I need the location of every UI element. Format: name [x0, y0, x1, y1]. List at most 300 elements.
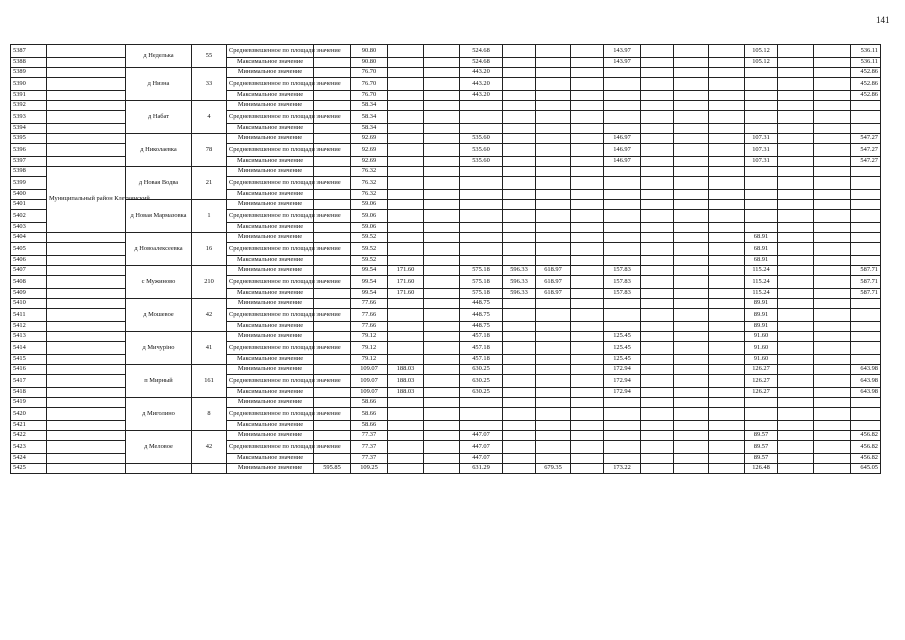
value-cell	[778, 45, 814, 58]
value-cell	[536, 190, 571, 200]
value-cell	[503, 256, 536, 266]
value-cell	[571, 342, 604, 355]
value-cell	[388, 332, 424, 342]
value-cell	[503, 210, 536, 223]
value-cell	[641, 276, 674, 289]
value-cell	[424, 111, 460, 124]
value-cell	[709, 365, 745, 375]
value-cell	[571, 398, 604, 408]
value-cell: 109.07	[351, 365, 388, 375]
municipality-cell	[47, 309, 126, 322]
value-cell	[709, 68, 745, 78]
value-cell: 448.75	[460, 299, 503, 309]
value-cell: 59.06	[351, 223, 388, 233]
value-cell	[604, 101, 641, 111]
value-cell	[424, 233, 460, 243]
value-cell	[709, 144, 745, 157]
population: 33	[192, 68, 227, 101]
metric-label: Средневзвешенное по площади значение	[227, 441, 314, 454]
value-cell	[778, 309, 814, 322]
value-cell	[778, 355, 814, 365]
value-cell: 524.68	[460, 45, 503, 58]
value-cell	[641, 124, 674, 134]
value-cell	[503, 441, 536, 454]
value-cell	[571, 68, 604, 78]
municipality-cell	[47, 157, 126, 167]
value-cell	[536, 111, 571, 124]
row-number: 5404	[11, 233, 47, 243]
value-cell	[778, 144, 814, 157]
value-cell	[388, 342, 424, 355]
value-cell	[674, 309, 709, 322]
value-cell	[536, 78, 571, 91]
value-cell	[814, 431, 851, 441]
value-cell	[503, 223, 536, 233]
value-cell	[745, 91, 778, 101]
value-cell: 535.60	[460, 144, 503, 157]
value-cell	[388, 454, 424, 464]
value-cell	[709, 441, 745, 454]
table-row	[11, 431, 881, 441]
value-cell	[460, 243, 503, 256]
value-cell	[851, 124, 881, 134]
value-cell	[641, 299, 674, 309]
value-cell	[388, 243, 424, 256]
metric-label: Средневзвешенное по площади значение	[227, 375, 314, 388]
value-cell: 125.45	[604, 332, 641, 342]
value-cell	[604, 398, 641, 408]
value-cell	[460, 167, 503, 177]
value-cell	[314, 322, 351, 332]
value-cell	[709, 398, 745, 408]
value-cell	[641, 431, 674, 441]
metric-label: Максимальное значение	[227, 355, 314, 365]
value-cell	[503, 101, 536, 111]
value-cell	[503, 299, 536, 309]
value-cell	[314, 68, 351, 78]
value-cell	[424, 431, 460, 441]
value-cell	[536, 322, 571, 332]
value-cell	[388, 431, 424, 441]
value-cell	[641, 167, 674, 177]
value-cell	[314, 299, 351, 309]
value-cell	[745, 421, 778, 431]
municipality-cell	[47, 299, 126, 309]
value-cell	[424, 454, 460, 464]
value-cell: 535.60	[460, 134, 503, 144]
metric-label: Средневзвешенное по площади значение	[227, 276, 314, 289]
value-cell	[424, 289, 460, 299]
value-cell	[814, 190, 851, 200]
value-cell	[536, 332, 571, 342]
value-cell: 618.97	[536, 266, 571, 276]
population: 42	[192, 299, 227, 332]
value-cell	[674, 223, 709, 233]
value-cell	[814, 157, 851, 167]
value-cell	[503, 375, 536, 388]
row-number: 5425	[11, 464, 47, 474]
value-cell	[778, 190, 814, 200]
value-cell	[814, 200, 851, 210]
value-cell	[388, 233, 424, 243]
value-cell	[641, 134, 674, 144]
value-cell	[814, 408, 851, 421]
value-cell	[424, 464, 460, 474]
value-cell	[388, 200, 424, 210]
value-cell	[851, 233, 881, 243]
value-cell	[641, 375, 674, 388]
value-cell: 157.83	[604, 276, 641, 289]
value-cell	[851, 332, 881, 342]
value-cell	[674, 289, 709, 299]
value-cell	[571, 157, 604, 167]
value-cell: 146.97	[604, 134, 641, 144]
value-cell: 126.48	[745, 464, 778, 474]
value-cell	[709, 58, 745, 68]
value-cell: 547.27	[851, 157, 881, 167]
value-cell	[571, 233, 604, 243]
value-cell	[460, 421, 503, 431]
value-cell	[314, 157, 351, 167]
value-cell	[641, 144, 674, 157]
value-cell	[674, 398, 709, 408]
value-cell	[778, 342, 814, 355]
metric-label: Максимальное значение	[227, 91, 314, 101]
value-cell	[314, 289, 351, 299]
value-cell	[778, 464, 814, 474]
municipality-cell	[47, 289, 126, 299]
municipality-cell	[47, 45, 126, 58]
value-cell	[314, 167, 351, 177]
value-cell	[424, 167, 460, 177]
value-cell	[424, 101, 460, 111]
value-cell	[641, 388, 674, 398]
metric-label: Средневзвешенное по площади значение	[227, 243, 314, 256]
value-cell	[388, 441, 424, 454]
tariff-table	[10, 44, 881, 474]
value-cell	[503, 309, 536, 322]
value-cell	[851, 299, 881, 309]
value-cell	[604, 431, 641, 441]
value-cell	[814, 388, 851, 398]
value-cell	[604, 454, 641, 464]
value-cell	[709, 266, 745, 276]
value-cell	[778, 421, 814, 431]
value-cell: 126.27	[745, 365, 778, 375]
value-cell	[851, 421, 881, 431]
table-row	[11, 365, 881, 375]
value-cell: 618.97	[536, 276, 571, 289]
metric-label: Максимальное значение	[227, 157, 314, 167]
value-cell: 643.98	[851, 375, 881, 388]
metric-label: Минимальное значение	[227, 431, 314, 441]
municipality-cell	[47, 243, 126, 256]
value-cell	[641, 365, 674, 375]
value-cell	[778, 266, 814, 276]
municipality-cell	[47, 276, 126, 289]
row-number: 5406	[11, 256, 47, 266]
municipality-cell	[47, 355, 126, 365]
row-number: 5419	[11, 398, 47, 408]
row-number: 5412	[11, 322, 47, 332]
value-cell	[674, 190, 709, 200]
value-cell	[745, 210, 778, 223]
row-number: 5408	[11, 276, 47, 289]
value-cell	[674, 124, 709, 134]
value-cell: 679.35	[536, 464, 571, 474]
value-cell	[674, 157, 709, 167]
value-cell	[709, 167, 745, 177]
value-cell	[424, 144, 460, 157]
metric-label: Средневзвешенное по площади значение	[227, 111, 314, 124]
value-cell	[641, 78, 674, 91]
value-cell: 188.03	[388, 375, 424, 388]
value-cell	[314, 421, 351, 431]
value-cell	[571, 177, 604, 190]
value-cell: 77.66	[351, 322, 388, 332]
value-cell: 76.32	[351, 177, 388, 190]
value-cell	[460, 124, 503, 134]
value-cell	[641, 157, 674, 167]
value-cell	[424, 177, 460, 190]
value-cell: 59.06	[351, 200, 388, 210]
value-cell	[503, 157, 536, 167]
value-cell	[709, 355, 745, 365]
value-cell	[571, 454, 604, 464]
value-cell: 107.31	[745, 144, 778, 157]
value-cell	[424, 441, 460, 454]
value-cell	[674, 365, 709, 375]
value-cell	[778, 441, 814, 454]
population: 41	[192, 332, 227, 365]
value-cell	[388, 124, 424, 134]
value-cell: 58.34	[351, 111, 388, 124]
value-cell	[745, 190, 778, 200]
row-number: 5403	[11, 223, 47, 233]
value-cell: 76.70	[351, 91, 388, 101]
value-cell	[314, 124, 351, 134]
value-cell: 456.82	[851, 441, 881, 454]
value-cell	[641, 441, 674, 454]
value-cell: 59.06	[351, 210, 388, 223]
value-cell	[536, 223, 571, 233]
value-cell	[460, 177, 503, 190]
metric-label: Минимальное значение	[227, 200, 314, 210]
value-cell: 76.70	[351, 78, 388, 91]
metric-label: Максимальное значение	[227, 421, 314, 431]
value-cell	[851, 243, 881, 256]
value-cell	[388, 421, 424, 431]
value-cell: 173.22	[604, 464, 641, 474]
value-cell	[641, 332, 674, 342]
value-cell	[709, 223, 745, 233]
row-number: 5395	[11, 134, 47, 144]
value-cell	[674, 134, 709, 144]
municipality-name: Муниципальный район Клетнянский	[47, 167, 126, 233]
value-cell	[641, 210, 674, 223]
value-cell	[424, 190, 460, 200]
municipality-cell	[47, 91, 126, 101]
value-cell: 172.94	[604, 388, 641, 398]
value-cell: 587.71	[851, 289, 881, 299]
value-cell	[641, 421, 674, 431]
value-cell	[778, 111, 814, 124]
value-cell	[388, 111, 424, 124]
row-number: 5388	[11, 58, 47, 68]
value-cell	[674, 45, 709, 58]
value-cell	[641, 355, 674, 365]
value-cell: 443.20	[460, 68, 503, 78]
value-cell	[424, 266, 460, 276]
municipality-cell	[47, 421, 126, 431]
value-cell	[503, 398, 536, 408]
value-cell: 68.91	[745, 256, 778, 266]
value-cell	[709, 45, 745, 58]
value-cell: 172.94	[604, 375, 641, 388]
value-cell: 443.20	[460, 91, 503, 101]
value-cell	[814, 332, 851, 342]
value-cell	[571, 243, 604, 256]
value-cell	[851, 200, 881, 210]
value-cell	[571, 299, 604, 309]
metric-label: Минимальное значение	[227, 266, 314, 276]
value-cell	[503, 68, 536, 78]
metric-label: Максимальное значение	[227, 388, 314, 398]
value-cell	[424, 365, 460, 375]
municipality-cell	[47, 464, 126, 474]
value-cell	[745, 124, 778, 134]
municipality-cell	[47, 144, 126, 157]
value-cell	[314, 431, 351, 441]
value-cell: 630.25	[460, 375, 503, 388]
value-cell	[851, 398, 881, 408]
value-cell	[851, 190, 881, 200]
row-number: 5398	[11, 167, 47, 177]
value-cell	[314, 223, 351, 233]
value-cell	[536, 68, 571, 78]
value-cell	[674, 78, 709, 91]
value-cell: 536.11	[851, 58, 881, 68]
value-cell	[851, 322, 881, 332]
value-cell	[709, 289, 745, 299]
value-cell	[424, 157, 460, 167]
metric-label: Максимальное значение	[227, 190, 314, 200]
value-cell	[778, 299, 814, 309]
value-cell	[709, 157, 745, 167]
value-cell	[536, 309, 571, 322]
value-cell: 77.66	[351, 309, 388, 322]
value-cell	[604, 421, 641, 431]
value-cell	[814, 276, 851, 289]
value-cell: 115.24	[745, 266, 778, 276]
value-cell	[814, 111, 851, 124]
value-cell	[814, 454, 851, 464]
municipality-cell	[47, 58, 126, 68]
value-cell	[641, 58, 674, 68]
value-cell	[424, 200, 460, 210]
municipality-cell	[47, 388, 126, 398]
value-cell	[674, 58, 709, 68]
value-cell	[604, 190, 641, 200]
value-cell	[814, 243, 851, 256]
value-cell	[571, 58, 604, 68]
value-cell: 90.80	[351, 45, 388, 58]
value-cell: 89.91	[745, 322, 778, 332]
value-cell	[424, 124, 460, 134]
value-cell: 77.37	[351, 441, 388, 454]
settlement-name: д Неделька	[126, 45, 192, 68]
value-cell	[536, 398, 571, 408]
value-cell	[814, 289, 851, 299]
value-cell	[536, 355, 571, 365]
row-number: 5414	[11, 342, 47, 355]
value-cell	[571, 134, 604, 144]
value-cell	[674, 441, 709, 454]
value-cell: 448.75	[460, 322, 503, 332]
value-cell	[814, 177, 851, 190]
value-cell	[674, 256, 709, 266]
value-cell	[503, 243, 536, 256]
value-cell	[674, 167, 709, 177]
value-cell	[388, 134, 424, 144]
municipality-cell	[47, 78, 126, 91]
municipality-cell	[47, 68, 126, 78]
value-cell: 447.07	[460, 431, 503, 441]
value-cell	[536, 91, 571, 101]
value-cell	[571, 78, 604, 91]
value-cell	[536, 342, 571, 355]
value-cell	[571, 190, 604, 200]
value-cell	[745, 101, 778, 111]
value-cell	[814, 101, 851, 111]
value-cell	[314, 256, 351, 266]
value-cell	[778, 454, 814, 464]
row-number: 5399	[11, 177, 47, 190]
row-number: 5397	[11, 157, 47, 167]
value-cell	[604, 309, 641, 322]
value-cell	[571, 124, 604, 134]
value-cell: 457.18	[460, 342, 503, 355]
value-cell: 595.85	[314, 464, 351, 474]
value-cell	[709, 342, 745, 355]
value-cell	[503, 388, 536, 398]
value-cell	[536, 124, 571, 134]
value-cell	[814, 256, 851, 266]
value-cell	[314, 355, 351, 365]
value-cell: 536.11	[851, 45, 881, 58]
value-cell: 105.12	[745, 45, 778, 58]
value-cell	[604, 233, 641, 243]
value-cell	[814, 78, 851, 91]
value-cell	[778, 289, 814, 299]
value-cell: 157.83	[604, 289, 641, 299]
value-cell	[503, 167, 536, 177]
value-cell	[536, 441, 571, 454]
value-cell: 99.54	[351, 289, 388, 299]
value-cell	[778, 58, 814, 68]
value-cell	[745, 200, 778, 210]
value-cell	[571, 322, 604, 332]
settlement-name: д Новая Водва	[126, 167, 192, 200]
value-cell	[604, 177, 641, 190]
value-cell	[674, 266, 709, 276]
value-cell	[674, 276, 709, 289]
value-cell: 115.24	[745, 276, 778, 289]
value-cell: 643.98	[851, 365, 881, 375]
value-cell	[709, 464, 745, 474]
value-cell: 76.32	[351, 167, 388, 177]
value-cell	[641, 398, 674, 408]
